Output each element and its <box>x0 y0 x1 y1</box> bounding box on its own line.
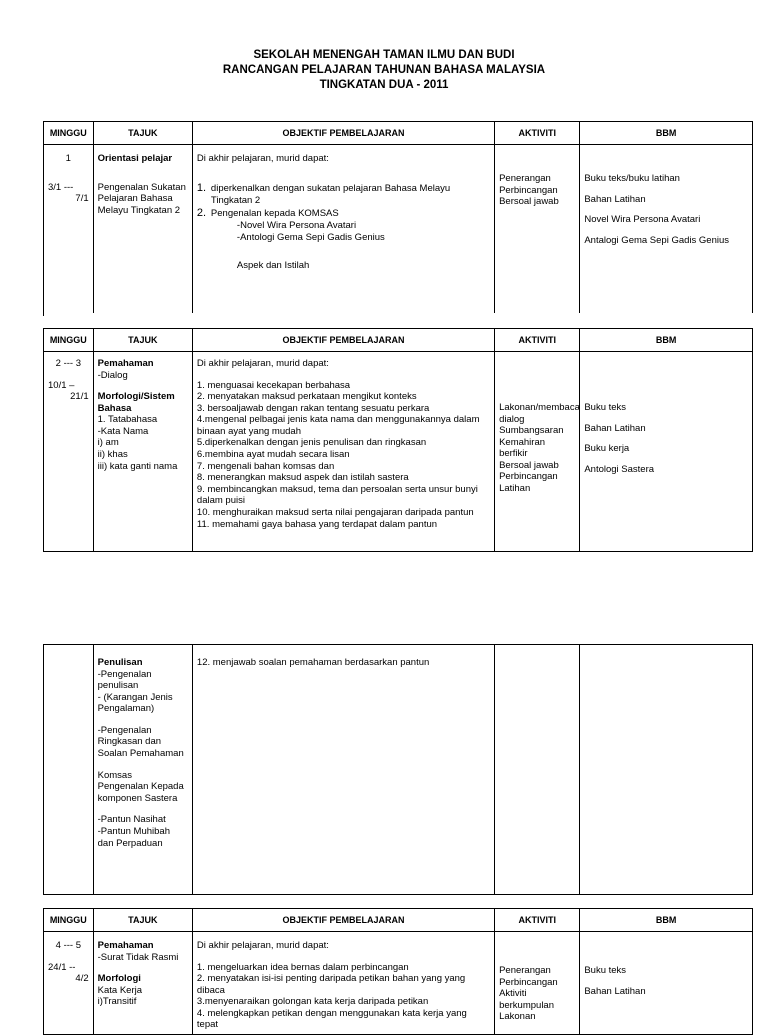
bbm-item: Buku teks <box>584 402 627 413</box>
plan-title: RANCANGAN PELAJARAN TAHUNAN BAHASA MALAYSIA <box>222 64 546 76</box>
objective-item: 10. menghuraikan maksud serta nilai pengajaran daripada pantun <box>196 506 474 518</box>
bbm-item: Antalogi Gema Sepi Gadis Genius <box>584 234 730 246</box>
topic-line: iii) kata ganti nama <box>97 460 178 472</box>
objective-item: 7. mengenali bahan komsas dan <box>196 460 335 472</box>
form-year: TINGKATAN DUA - 2011 <box>319 79 449 91</box>
objective-item: 3.menyenaraikan golongan kata kerja daripada petikan <box>196 996 429 1008</box>
table-row <box>44 352 753 552</box>
col-minggu: MINGGU <box>44 122 94 145</box>
week-number: 4 --- 5 <box>55 940 81 951</box>
activity: Perbincangan <box>499 976 558 988</box>
topic-line: Komsas <box>97 769 132 781</box>
table-row <box>44 932 753 1035</box>
objective-cell <box>192 352 494 552</box>
objective-item: 1. diperkenalkan dengan sukatan pelajaran Bahasa Melayu Tingkatan 2 <box>196 181 451 206</box>
plan-table-4 <box>43 908 753 1035</box>
topic-cell <box>93 932 192 1035</box>
objective-cell <box>192 145 494 313</box>
bbm-cell <box>580 352 753 552</box>
objective-intro: Di akhir pelajaran, murid dapat: <box>196 940 329 951</box>
col-objektif: OBJEKTIF PEMBELAJARAN <box>192 122 494 145</box>
activity: Lakonan <box>499 1011 536 1023</box>
col-bbm: BBM <box>580 329 753 352</box>
bbm-item: Bahan Latihan <box>584 985 646 997</box>
header-row <box>44 122 753 145</box>
topic-line: i) am <box>97 437 119 449</box>
aspek-line: Aspek dan Istilah <box>236 260 310 272</box>
topic-line: Pengenalan Kepada komponen Sastera <box>97 781 184 804</box>
objective-item: 4.mengenal pelbagai jenis kata nama dan menggunakannya dalam binaan ayat yang mudah <box>196 414 480 437</box>
objective-cell <box>192 645 494 895</box>
topic-title: Pemahaman <box>97 940 154 951</box>
col-objektif: OBJEKTIF PEMBELAJARAN <box>192 909 494 932</box>
table-row <box>44 645 753 895</box>
topic-line: -Pantun Nasihat <box>97 814 166 826</box>
bbm-item: Buku kerja <box>584 443 630 455</box>
bbm-cell <box>580 145 753 313</box>
activity-cell <box>495 645 580 895</box>
table-row <box>44 145 753 313</box>
plan-table-1 <box>43 121 753 313</box>
bbm-cell <box>580 932 753 1035</box>
activity: Lakonan/membaca dialog <box>499 402 580 425</box>
activity: Perbincangan <box>499 471 558 483</box>
bbm-item: Buku teks/buku latihan <box>584 173 680 184</box>
week-cell <box>44 352 94 552</box>
date-start: 3/1 --- <box>48 181 74 193</box>
activity: Penerangan <box>499 965 551 976</box>
col-minggu: MINGGU <box>44 329 94 352</box>
activity: Sumbangsaran <box>499 425 564 437</box>
sub-item: -Novel Wira Persona Avatari <box>236 219 357 231</box>
col-bbm: BBM <box>580 122 753 145</box>
topic-line: Kata Kerja <box>97 984 143 996</box>
topic-title: Morfologi <box>97 973 141 985</box>
topic-line: -Pantun Muhibah dan Perpaduan <box>97 825 170 849</box>
col-aktiviti: AKTIVITI <box>495 909 580 932</box>
col-aktiviti: AKTIVITI <box>495 122 580 145</box>
plan-table-3 <box>43 644 753 895</box>
bbm-item: Antologi Sastera <box>584 463 655 475</box>
col-tajuk: TAJUK <box>93 122 192 145</box>
week-cell <box>44 932 94 1035</box>
objective-item: 3. bersoaljawab dengan rakan tentang sesuatu perkara <box>196 402 430 414</box>
week-number: 2 --- 3 <box>55 358 81 369</box>
bbm-item: Buku teks <box>584 965 627 976</box>
activity: Latihan <box>499 483 531 495</box>
bbm-item: Novel Wira Persona Avatari <box>584 214 701 226</box>
topic-line: Pengenalan Sukatan <box>97 181 186 193</box>
objective-item: 2. menyatakan maksud perkataan mengikut konteks <box>196 391 417 403</box>
topic-cell <box>93 145 192 313</box>
topic-line: 1. Tatabahasa <box>97 414 158 426</box>
objective-item: 6.membina ayat mudah secara lisan <box>196 449 350 461</box>
activity: Kemahiran berfikir <box>499 436 546 460</box>
topic-title: Pemahaman <box>97 358 154 369</box>
objective-item: 12. menjawab soalan pemahaman berdasarkan pantun <box>196 657 430 668</box>
col-tajuk: TAJUK <box>93 909 192 932</box>
col-tajuk: TAJUK <box>93 329 192 352</box>
date-start: 24/1 -- <box>48 961 76 973</box>
col-bbm: BBM <box>580 909 753 932</box>
topic-line: -Kata Nama <box>97 425 149 437</box>
date-start: 10/1 – <box>48 379 75 391</box>
sub-item: -Antologi Gema Sepi Gadis Genius <box>236 231 385 243</box>
objective-item: 4. melengkapkan petikan dengan menggunakan kata kerja yang tepat <box>196 1007 467 1031</box>
topic-line: Melayu Tingkatan 2 <box>97 204 181 216</box>
col-aktiviti: AKTIVITI <box>495 329 580 352</box>
activity-cell <box>495 352 580 552</box>
activity: Aktiviti berkumpulan <box>499 988 554 1011</box>
header-row <box>44 909 753 932</box>
plan-table-2 <box>43 328 753 552</box>
topic-title: Morfologi/Sistem Bahasa <box>97 391 175 414</box>
bbm-cell <box>580 645 753 895</box>
activity-cell <box>495 932 580 1035</box>
bbm-item: Bahan Latihan <box>584 193 646 205</box>
activity-cell <box>495 145 580 313</box>
objective-item: 1. mengeluarkan idea bernas dalam perbincangan <box>196 961 409 973</box>
objective-item: 5.diperkenalkan dengan jenis penulisan dan ringkasan <box>196 437 427 449</box>
activity: Perbincangan <box>499 184 558 196</box>
topic-line: -Surat Tidak Rasmi <box>97 951 179 963</box>
header-row <box>44 329 753 352</box>
objective-intro: Di akhir pelajaran, murid dapat: <box>196 153 329 164</box>
document-header <box>0 48 768 93</box>
topic-line: Pelajaran Bahasa <box>97 193 173 205</box>
objective-cell <box>192 932 494 1035</box>
objective-item: 9. membincangkan maksud, tema dan persoalan serta unsur bunyi dalam puisi <box>196 483 478 507</box>
topic-line: i)Transitif <box>97 996 137 1008</box>
objective-item: 2. menyatakan isi-isi penting daripada petikan bahan yang yang dibaca <box>196 973 466 996</box>
topic-line: ii) khas <box>97 449 128 461</box>
bbm-item: Bahan Latihan <box>584 422 646 434</box>
topic-line: -Pengenalan penulisan <box>97 668 152 692</box>
objective-item: 11. memahami gaya bahasa yang terdapat dalam pantun <box>196 518 438 530</box>
objective-intro: Di akhir pelajaran, murid dapat: <box>196 358 329 369</box>
topic-title: Penulisan <box>97 657 143 668</box>
topic-title: Orientasi pelajar <box>97 153 173 164</box>
topic-line: -Pengenalan Ringkasan dan Soalan Pemahaman <box>97 724 184 760</box>
date-end: 7/1 <box>75 193 89 205</box>
col-objektif: OBJEKTIF PEMBELAJARAN <box>192 329 494 352</box>
date-end: 21/1 <box>70 391 89 403</box>
week-cell <box>44 645 94 895</box>
table-edge-mark <box>43 302 44 316</box>
topic-cell <box>93 352 192 552</box>
activity: Penerangan <box>499 173 551 184</box>
objective-item: 2. Pengenalan kepada KOMSAS <box>196 206 339 219</box>
objective-item: 8. menerangkan maksud aspek dan istilah sastera <box>196 472 409 484</box>
col-minggu: MINGGU <box>44 909 94 932</box>
school-name: SEKOLAH MENENGAH TAMAN ILMU DAN BUDI <box>253 49 515 61</box>
week-number: 1 <box>65 153 71 164</box>
activity: Bersoal jawab <box>499 196 559 208</box>
date-end: 4/2 <box>75 973 89 985</box>
topic-line: - (Karangan Jenis Pengalaman) <box>97 691 173 715</box>
topic-line: -Dialog <box>97 369 128 381</box>
topic-cell <box>93 645 192 895</box>
objective-item: 1. menguasai kecekapan berbahasa <box>196 379 351 391</box>
activity: Bersoal jawab <box>499 459 559 471</box>
week-cell <box>44 145 94 313</box>
